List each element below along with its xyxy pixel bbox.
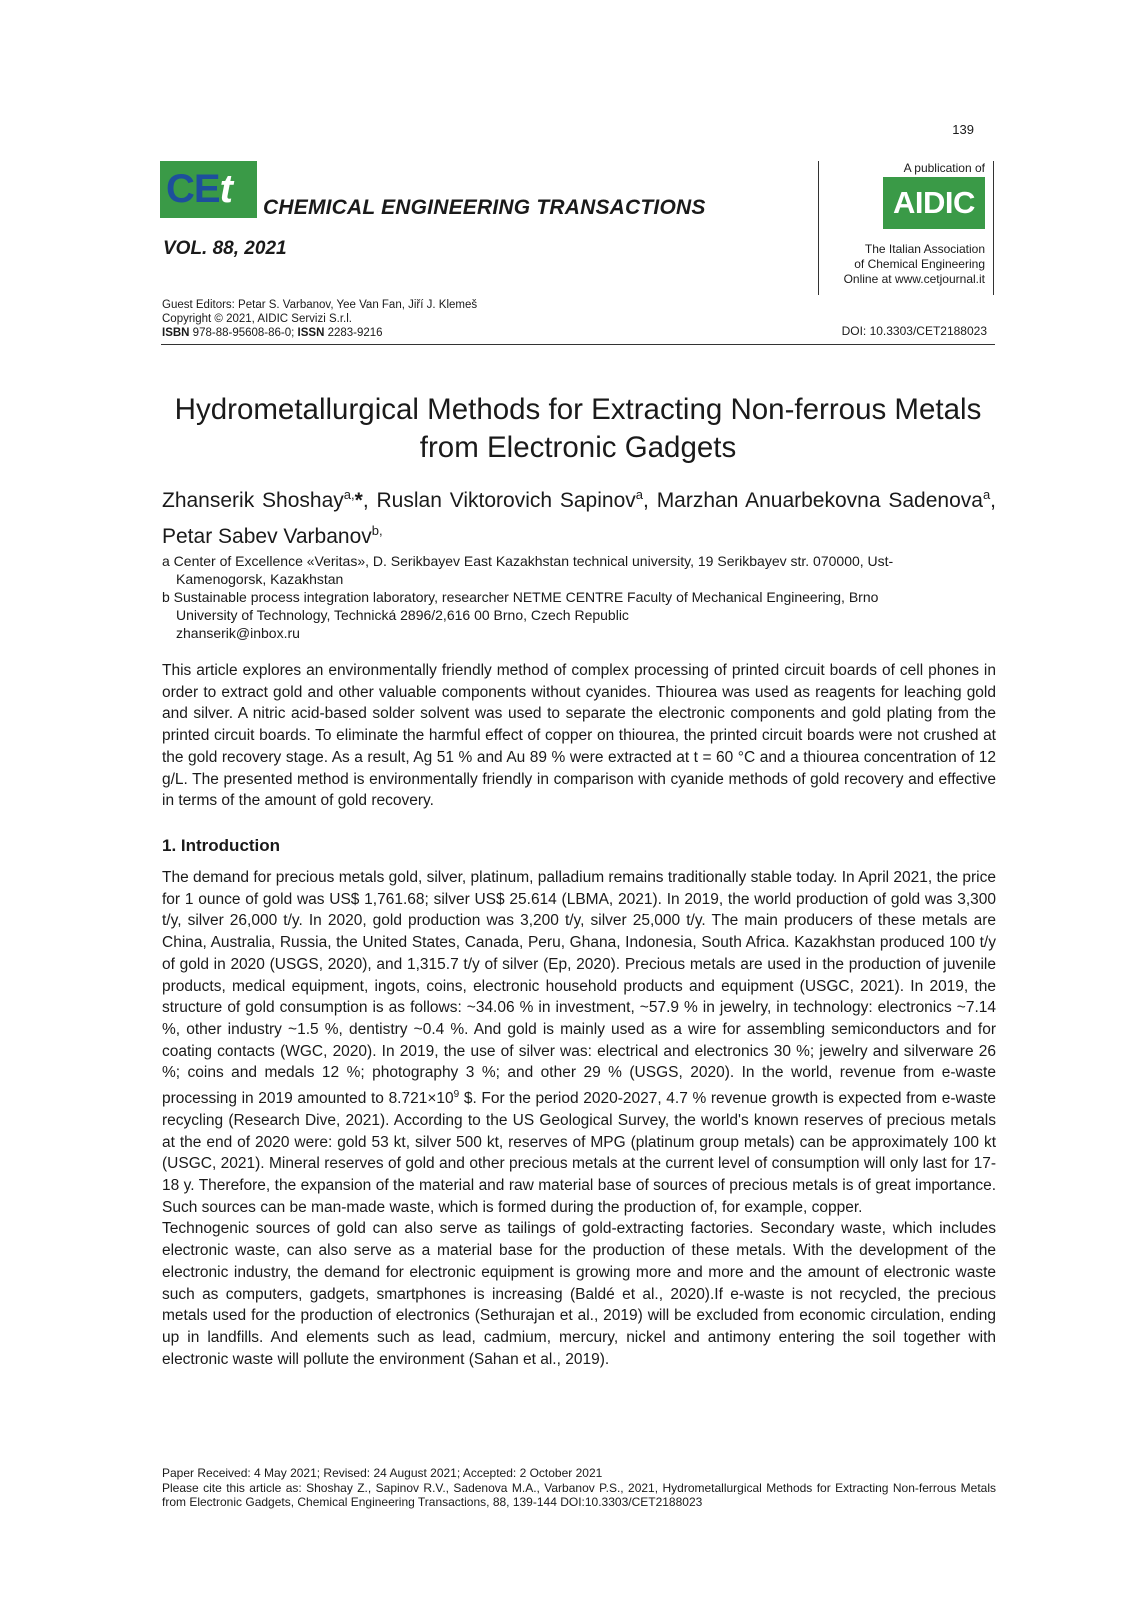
exponent: 9 [453, 1089, 460, 1101]
aidic-logo [883, 177, 985, 229]
affiliation-a [162, 552, 982, 588]
affiliation-b [162, 588, 982, 642]
intro-paragraph-2: Technogenic sources of gold can also serve as tailings of gold-extracting factories. Secondary waste, which includes electronic waste, can also serve as a material base for the production of these metals. With the development of the electronic industry, the demand for electronic equipment is growing more and more and the amount of electronic waste such as computers, gadgets, smartphones is increasing (Baldé et al., 2020).If e-waste is not recycled, the precious metals used for the production of electronics (Sethurajan et al., 2019) will be excluded from economic circulation, ending up in landfills. And elements such as lead, cadmium, mercury, nickel and antimony entering the soil together with electronic waste will pollute the environment (Sahan et al., 2019). [162, 1220, 996, 1368]
aidic-line-1: The Italian Association [864, 242, 985, 256]
isbn-label: ISBN [162, 327, 190, 339]
affiliation-a-line-2: Kamenogorsk, Kazakhstan [176, 571, 344, 587]
copyright: Copyright © 2021, AIDIC Servizi S.r.l. [162, 313, 352, 325]
author-name: Petar Sabev Varbanov [162, 525, 372, 548]
paper-received: Paper Received: 4 May 2021; Revised: 24 August 2021; Accepted: 2 October 2021 [162, 1466, 603, 1480]
header-divider-right [993, 161, 994, 295]
cet-logo [160, 161, 257, 218]
author-name: Zhanserik Shoshay [162, 489, 344, 512]
title-line-2: from Electronic Gadgets [419, 431, 737, 464]
aidic-line-2: of Chemical Engineering [854, 257, 985, 271]
section-heading-introduction: 1. Introduction [162, 836, 281, 855]
volume: VOL. 88, 2021 [163, 238, 287, 259]
author-affiliation-mark: a, [343, 487, 355, 502]
author-name: Marzhan Anuarbekovna Sadenova [656, 489, 983, 512]
isbn-issn [162, 326, 477, 340]
aidic-line-3: Online at www.cetjournal.it [843, 272, 985, 286]
page-number: 139 [952, 122, 974, 137]
cet-logo-t: t [219, 167, 232, 211]
footer [162, 1466, 996, 1510]
aidic-association [820, 242, 985, 287]
issn-value: 2283-9216 [324, 327, 383, 339]
corresponding-mark: * [354, 489, 363, 512]
author-affiliation-mark: a [982, 487, 991, 502]
header-rule [161, 344, 995, 345]
editors-block [162, 298, 477, 340]
affiliation-a-line-1: a Center of Excellence «Veritas», D. Serikbayev East Kazakhstan technical university, 19 Serikbayev str. 070000, Ust- [162, 553, 894, 569]
intro-paragraph-1: The demand for precious metals gold, silver, platinum, palladium remains traditionally stable today. In April 2021, the price for 1 ounce of gold was US$ 1,761.68; silver US$ 25.614 (LBMA, 2021). In 2019, the world production of gold was 3,300 t/y, silver 26,000 t/y. In 2020, gold production was 3,200 t/y, silver 25,000 t/y. The main producers of these metals are China, Australia, Russia, the United States, Canada, Peru, Ghana, Indonesia, South Africa. Kazakhstan produced 100 t/y of gold in 2020 (USGS, 2020), and 1,315.7 t/y of silver (Ep, 2020). Precious metals are used in the production of juvenile products, medical equipment, ingots, coins, electronic household products and equipment (USGC, 2021). In 2019, the structure of gold consumption is as follows: ~34.06 % in investment, ~57.9 % in jewelry, in technology: electronics ~7.14 %, other industry ~1.5 %, dentistry ~0.4 %. And gold is mainly used as a wire for assembling semiconductors and for coating contacts (WGC, 2020). In 2019, the use of silver was: electrical and electronics 30 %; jewelry and silverware 26 %; coins and medals 12 %; photography 3 %; and other 29 % (USGS, 2020). In the world, revenue from e-waste processing in 2019 amounted to $8.721\times 10^9$ $. For the period 2020-2027, 4.7 % revenue growth is expected from e-waste recycling (Research Dive, 2021). According to the US Geological Survey, the world's known reserves of precious metals at the end of 2020 were: gold 53 kt, silver 500 kt, reserves of MPG (platinum group metals) can be approximately 100 kt (USGC, 2021). Mineral reserves of gold and other precious metals at the current level of consumption will only last for 17-18 y. Therefore, the expansion of the material and raw material base of sources of precious metals is of great importance. Such sources can be man-made waste, which is formed during the production of, for example, copper. [162, 869, 997, 1216]
paper-title [160, 391, 996, 467]
title-line-1: Hydrometallurgical Methods for Extracting Non-ferrous Metals [174, 393, 982, 426]
author-list: Zhanserik Shoshay$^{a,}$*, Ruslan Viktorovich Sapinov$^a$, Marzhan Anuarbekovna Sadenova$^a$, Petar Sabev Varbanov$^{b,}$ [162, 487, 997, 548]
corresponding-email: zhanserik@inbox.ru [176, 625, 300, 641]
introduction-body [162, 867, 996, 1370]
author-name: Ruslan Viktorovich Sapinov [376, 489, 636, 512]
issn-label: ISSN [297, 327, 325, 339]
author-affiliation-mark: b, [371, 523, 383, 538]
guest-editors: Guest Editors: Petar S. Varbanov, Yee Van Fan, Jiří J. Klemeš [162, 299, 478, 311]
affiliation-b-line-1: b Sustainable process integration laboratory, researcher NETME CENTRE Faculty of Mechanical Engineering, Brno [162, 589, 879, 605]
header-divider-left [818, 161, 819, 295]
affiliation-b-line-2: University of Technology, Technická 2896/2,616 00 Brno, Czech Republic [176, 607, 629, 623]
publication-of-label: A publication of [903, 161, 985, 175]
aidic-logo-text: AIDIC [893, 185, 975, 220]
abstract: This article explores an environmentally friendly method of complex processing of printed circuit boards of cell phones in order to extract gold and other valuable components without cyanides. Thiourea was used as reagents for leaching gold and silver. A nitric acid-based solder solvent was used to separate the electronic components and gold plating from the printed circuit boards. To eliminate the harmful effect of copper on thiourea, the printed circuit boards were not crushed at the gold recovery stage. As a result, Ag 51 % and Au 89 % were extracted at t = 60 °C and a thiourea concentration of 12 g/L. The presented method is environmentally friendly in comparison with cyanide methods of gold recovery and effective in terms of the amount of gold recovery. [162, 662, 996, 810]
isbn-value: 978-88-95608-86-0; [189, 327, 298, 339]
cet-logo-ce: CE [166, 167, 220, 211]
doi: DOI: 10.3303/CET2188023 [841, 324, 987, 338]
journal-title: CHEMICAL ENGINEERING TRANSACTIONS [263, 196, 706, 219]
author-affiliation-mark: a [635, 487, 643, 502]
citation: Please cite this article as: Shoshay Z., Sapinov R.V., Sadenova M.A., Varbanov P.S., 2021, Hydrometallurgical Methods for Extracting Non-ferrous Metals from Electronic Gadgets, Chemical Engineering Transactions, 88, 139-144 DOI:10.3303/CET2188023 [162, 1480, 996, 1509]
